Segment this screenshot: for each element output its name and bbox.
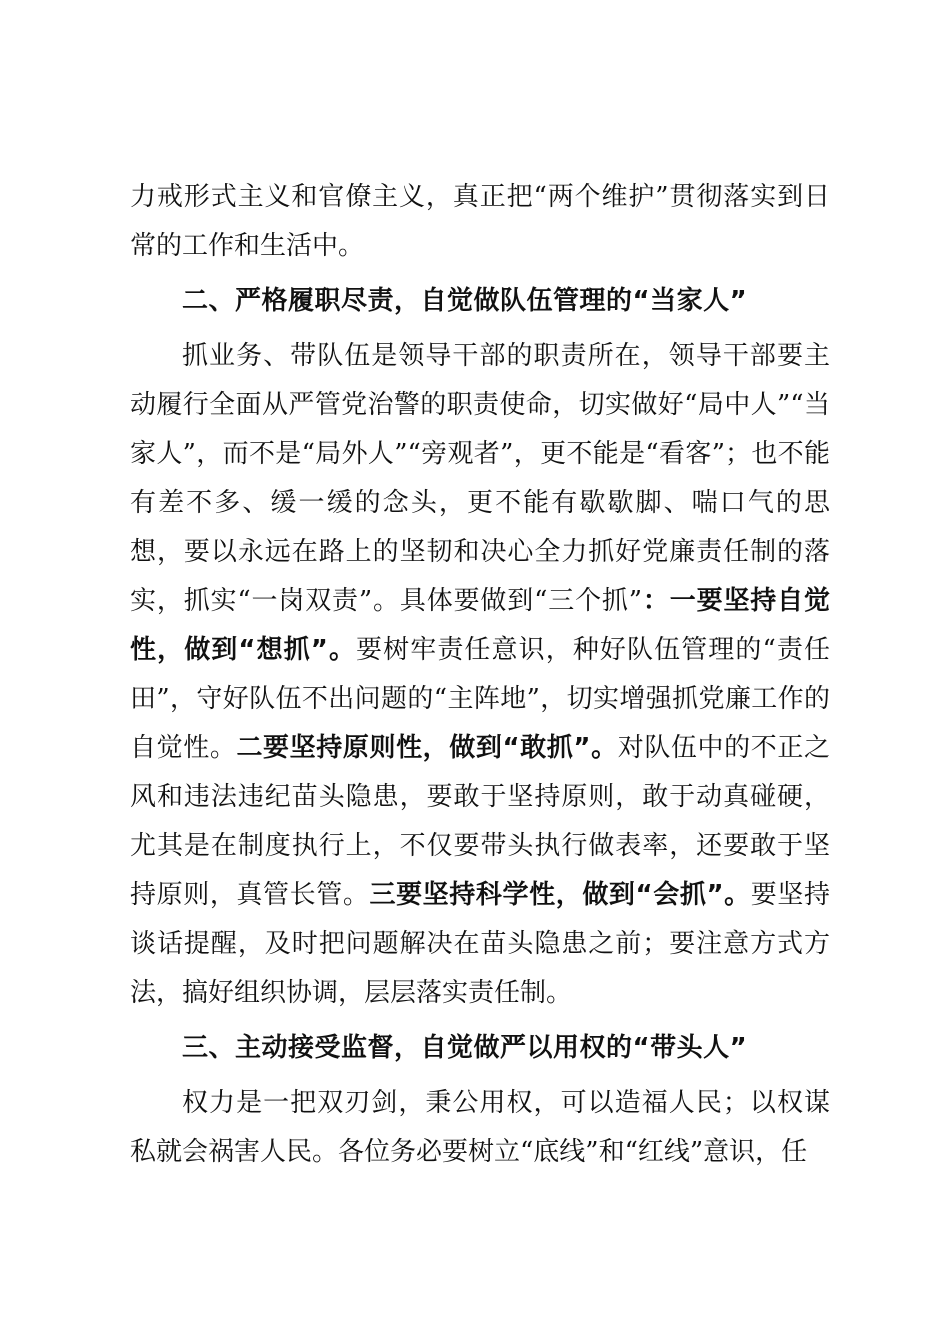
document-body [130, 173, 830, 1177]
section-2-intro: 抓业务、带队伍是领导干部的职责所在，领导干部要主动履行全面从严管党治警的职责使命，切实做好“局中人”“当家人”，而不是“局外人”“旁观者”，更不能是“看客”；也不能有差不多、缓一缓的念头，更不能有歇歇脚、喘口气的思想，要以永远在路上的坚韧和决心全力抓好党廉责任制的落实，抓实“一岗双责”。具体要做到“三个抓” [130, 341, 830, 616]
point-2-text: 对队伍中的不正之风和违法违纪苗头隐患，要敢于坚持原则，敢于动真碰硬，尤其是在制度执行上，不仅要带头执行做表率，还要敢于坚持原则，真管长管。 [130, 733, 830, 910]
section-heading-2: 二、严格履职尽责，自觉做队伍管理的“当家人” [182, 286, 748, 316]
continued-paragraph: 力戒形式主义和官僚主义，真正把“两个维护”贯彻落实到日常的工作和生活中。 [130, 182, 830, 261]
point-3-heading: 三要坚持科学性，做到“会抓”。 [369, 880, 751, 910]
section-heading-3: 三、主动接受监督，自觉做严以用权的“带头人” [182, 1033, 748, 1063]
point-1-text: 要树牢责任意识，种好队伍管理的“责任田”，守好队伍不出问题的“主阵地”，切实增强抓党廉工作的自觉性。 [130, 635, 830, 763]
section-3-paragraph: 权力是一把双刃剑，秉公用权，可以造福人民；以权谋私就会祸害人民。各位务必要树立“底线”和“红线”意识，任 [130, 1088, 830, 1167]
point-3-text: 要坚持谈话提醒，及时把问题解决在苗头隐患之前；要注意方式方法，搞好组织协调，层层落实责任制。 [130, 880, 830, 1008]
point-1-heading: ：一要坚持自觉性，做到“想抓”。 [130, 586, 830, 665]
section-2-paragraph [130, 332, 830, 1018]
point-2-heading: 二要坚持原则性，做到“敢抓”。 [236, 733, 618, 763]
